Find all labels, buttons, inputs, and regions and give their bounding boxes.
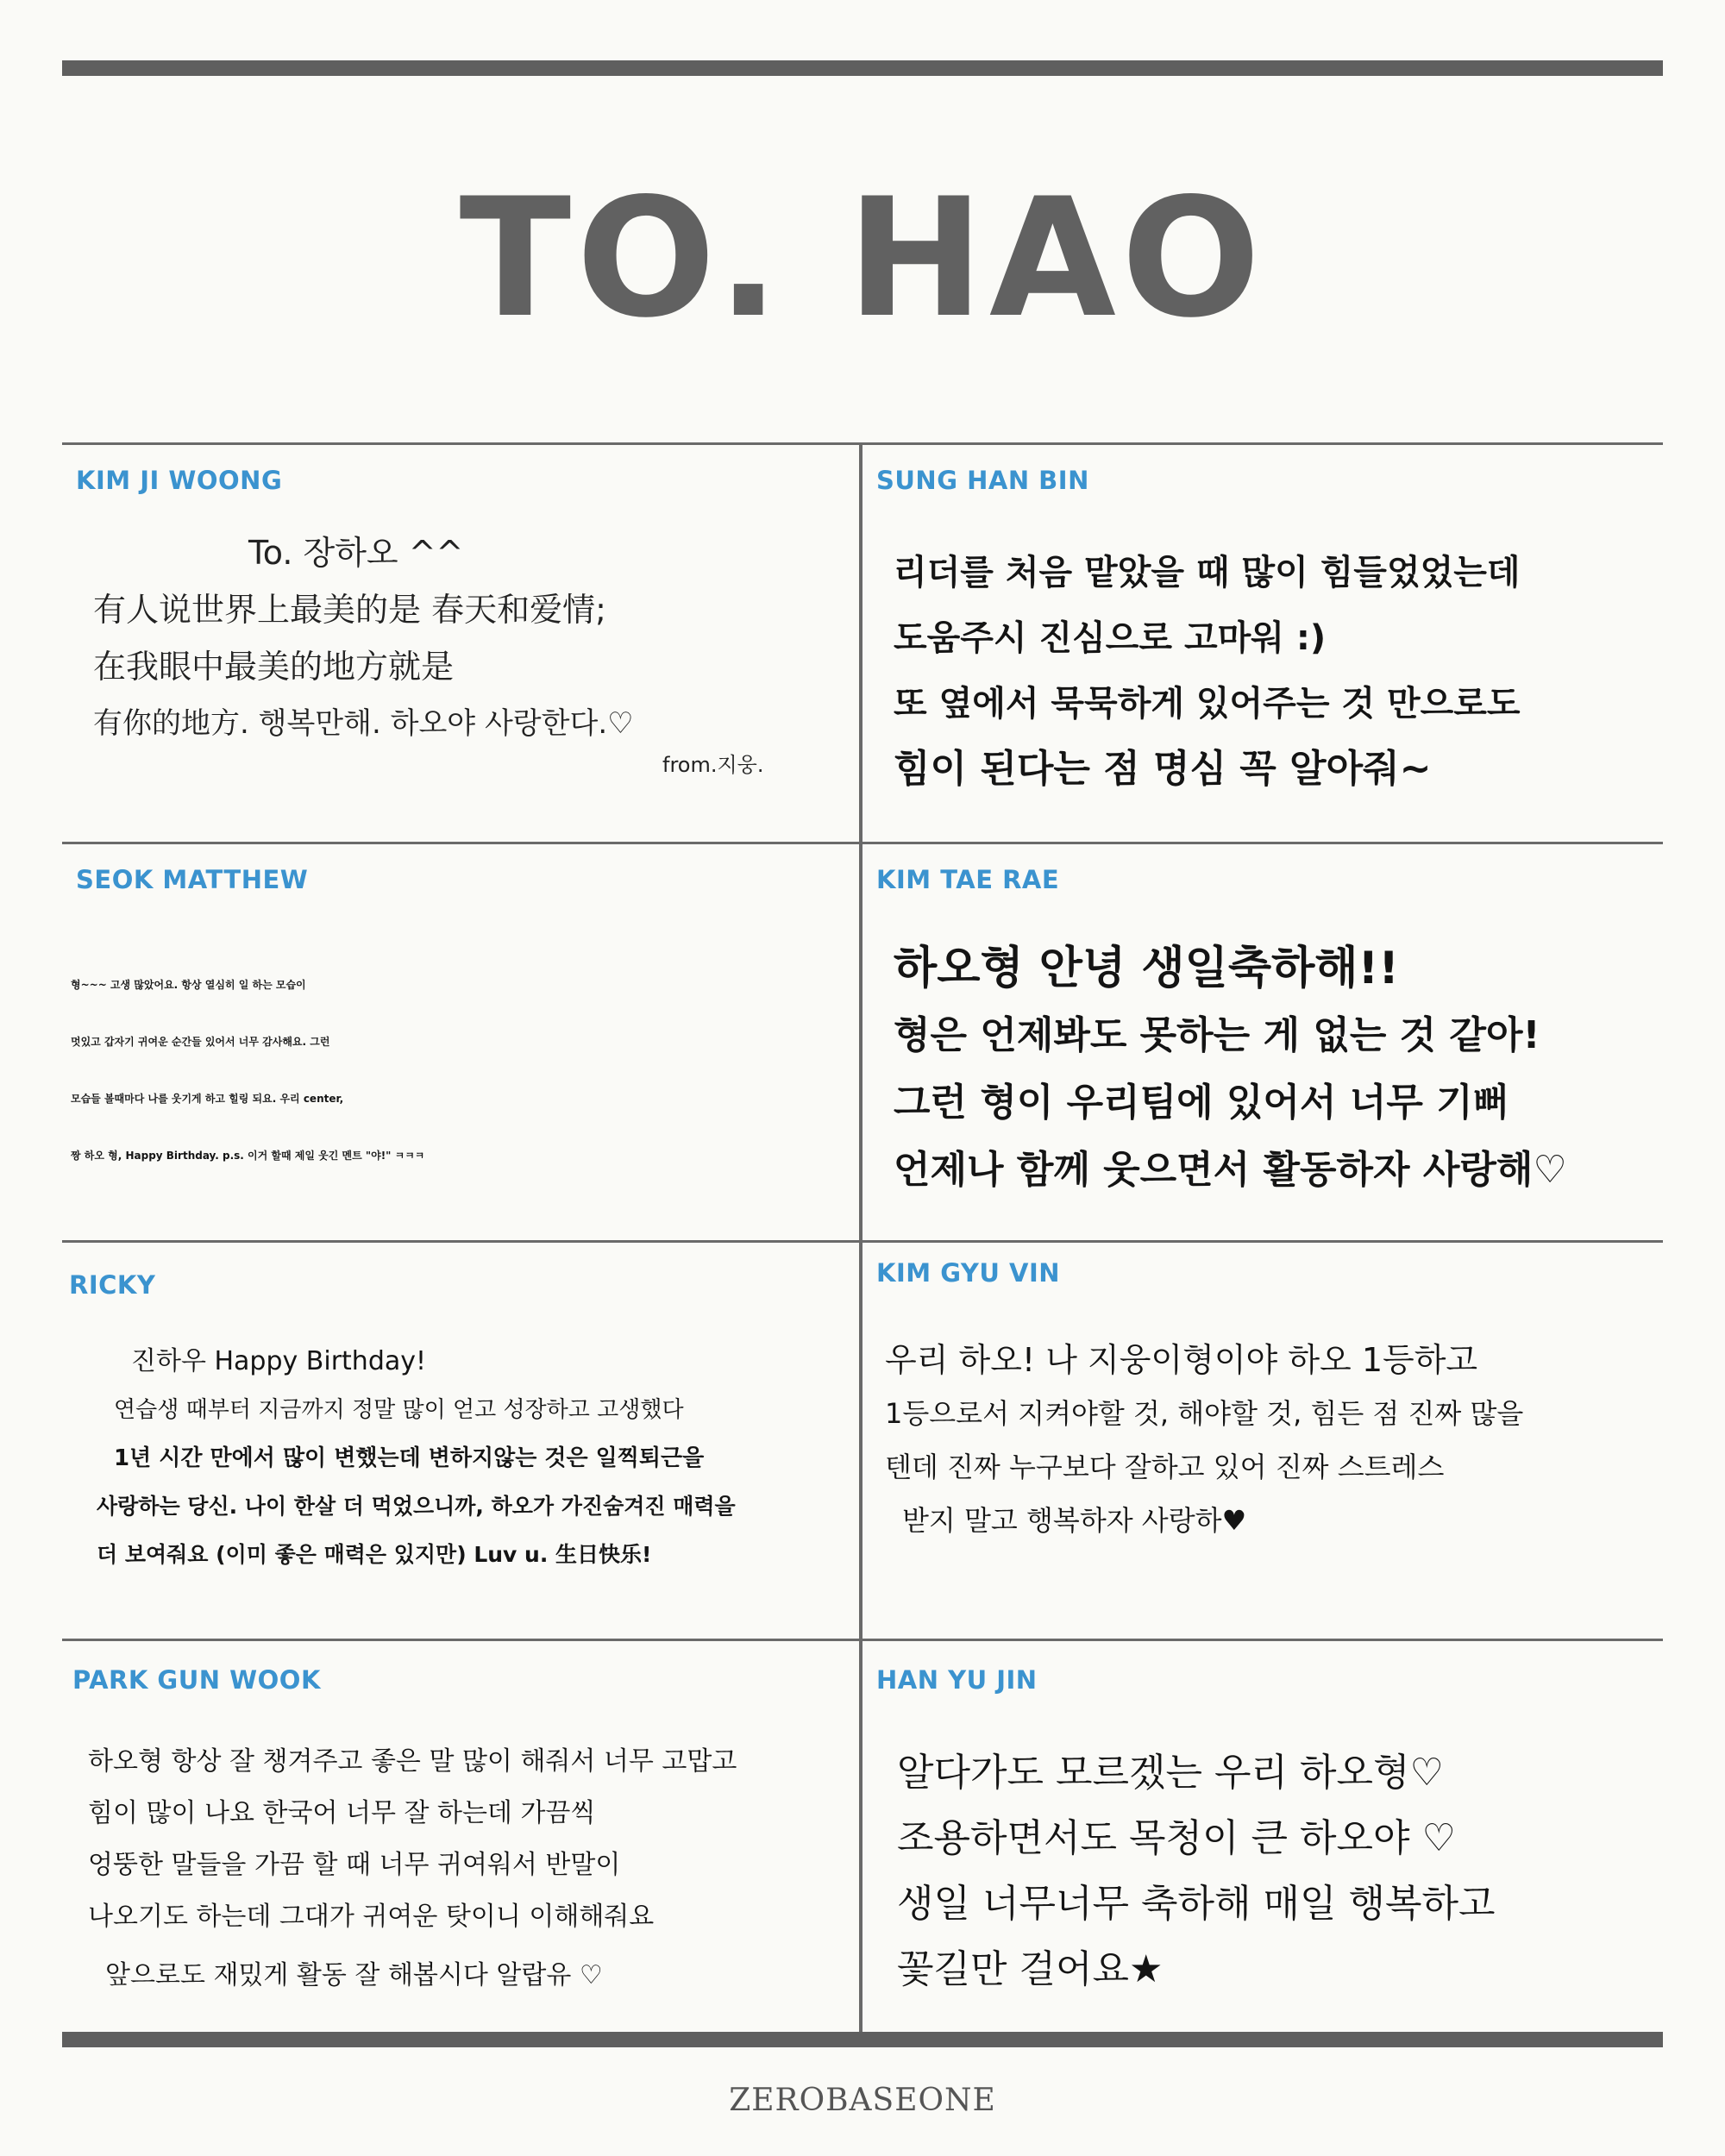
message-line: 도움주시 진심으로 고마워 :) [894,618,1327,658]
message-line: 알다가도 모르겠는 우리 하오형♡ [897,1751,1444,1795]
message-line: 형~~~ 고생 많았어요. 항상 열심히 일 하는 모습이 [71,979,306,991]
message-card-kim-tae-rae [862,844,1663,1240]
message-card-sung-han-bin [862,445,1663,842]
message-line: 하오형 항상 잘 챙겨주고 좋은 말 많이 해줘서 너무 고맙고 [88,1746,737,1777]
message-line: 在我眼中最美的地方就是 [93,648,455,686]
top-rule [62,60,1663,76]
message-line: 받지 말고 행복하자 사랑하♥ [902,1504,1247,1537]
message-line: 언제나 함께 웃으면서 활동하자 사랑해♡ [894,1148,1567,1192]
signature: from.지웅. [662,753,764,777]
bottom-rule [62,2032,1663,2047]
message-line: 힘이 된다는 점 명심 꼭 알아줘~ [894,747,1432,791]
message-line: 하오형 안녕 생일축하해!! [894,943,1399,994]
message-line: 리더를 처음 맡았을 때 많이 힘들었었는데 [894,553,1521,592]
message-line: 1등으로서 지켜야할 것, 해야할 것, 힘든 점 진짜 많을 [885,1397,1524,1430]
card-message [894,540,1642,802]
message-line: To. 장하오 ^^ [248,534,464,572]
card-message [88,1736,838,2002]
message-line: 앞으로도 재밌게 활동 잘 해봅시다 알랍유 ♡ [105,1960,603,1990]
card-message [71,956,838,1184]
footer-logo: ZEROBASEONE [729,2083,996,2118]
card-name: KIM GYU VIN [876,1258,1061,1288]
card-message [894,935,1642,1204]
message-line: 모습들 볼때마다 나를 웃기게 하고 힐링 되요. 우리 center, [71,1093,344,1105]
message-line: 텐데 진짜 누구보다 잘하고 있어 진짜 스트레스 [885,1451,1445,1483]
message-line: 사랑하는 당신. 나이 한살 더 먹었으니까, 하오가 가진숨겨진 매력을 [97,1494,736,1519]
card-message [885,1333,1642,1547]
card-name: PARK GUN WOOK [72,1665,321,1695]
message-line: 연습생 때부터 지금까지 정말 많이 얻고 성장하고 고생했다 [114,1397,684,1423]
card-name: RICKY [69,1270,156,1300]
message-line: 有你的地方. 행복만해. 하오야 사랑한다.♡ [93,706,634,741]
message-card-seok-matthew [62,844,859,1240]
message-line: 짱 하오 형, Happy Birthday. p.s. 이거 할때 제일 웃긴 멘트 "야!" ㅋㅋㅋ [71,1150,425,1162]
message-card-park-gun-wook [62,1641,859,2034]
message-line: 그런 형이 우리팀에 있어서 너무 기뻐 [894,1081,1510,1125]
message-line: 멋있고 갑자기 귀여운 순간들 있어서 너무 감사해요. 그런 [71,1036,330,1048]
message-card-ricky [62,1243,859,1639]
message-line: 나오기도 하는데 그대가 귀여운 탓이니 이해해줘요 [88,1902,655,1932]
message-card-kim-gyu-vin [862,1243,1663,1639]
message-line: 생일 너무너무 축하해 매일 행복하고 [897,1882,1496,1926]
card-message [97,1338,838,1579]
message-line: 형은 언제봐도 못하는 게 없는 것 같아! [894,1013,1540,1057]
page-title: TO. HAO [459,163,1266,354]
message-line: 1년 시간 만에서 많이 변했는데 변하지않는 것은 일찍퇴근을 [114,1445,705,1471]
card-name: HAN YU JIN [876,1665,1038,1695]
card-message [93,524,838,778]
message-line: 조용하면서도 목청이 큰 하오야 ♡ [897,1816,1456,1860]
message-card-han-yu-jin [862,1641,1663,2034]
message-grid [62,442,1663,2034]
card-name: SEOK MATTHEW [76,865,309,894]
message-line: 힘이 많이 나요 한국어 너무 잘 하는데 가끔씩 [88,1798,596,1828]
message-line: 有人说世界上最美的是 春天和爱情; [93,591,606,629]
card-name: KIM TAE RAE [876,865,1060,894]
message-line: 더 보여줘요 (이미 좋은 매력은 있지만) Luv u. 生日快乐! [97,1542,652,1567]
card-name: KIM JI WOONG [76,466,283,495]
message-line: 진하우 Happy Birthday! [131,1346,427,1376]
card-message [897,1740,1642,2002]
message-line: 꽃길만 걸어요★ [897,1947,1164,1991]
card-name: SUNG HAN BIN [876,466,1089,495]
message-line: 엉뚱한 말들을 가끔 할 때 너무 귀여워서 반말이 [88,1850,621,1880]
message-line: 또 옆에서 묵묵하게 있어주는 것 만으로도 [894,684,1521,724]
message-line: 우리 하오! 나 지웅이형이야 하오 1등하고 [885,1341,1478,1379]
message-card-kim-ji-woong [62,445,859,842]
